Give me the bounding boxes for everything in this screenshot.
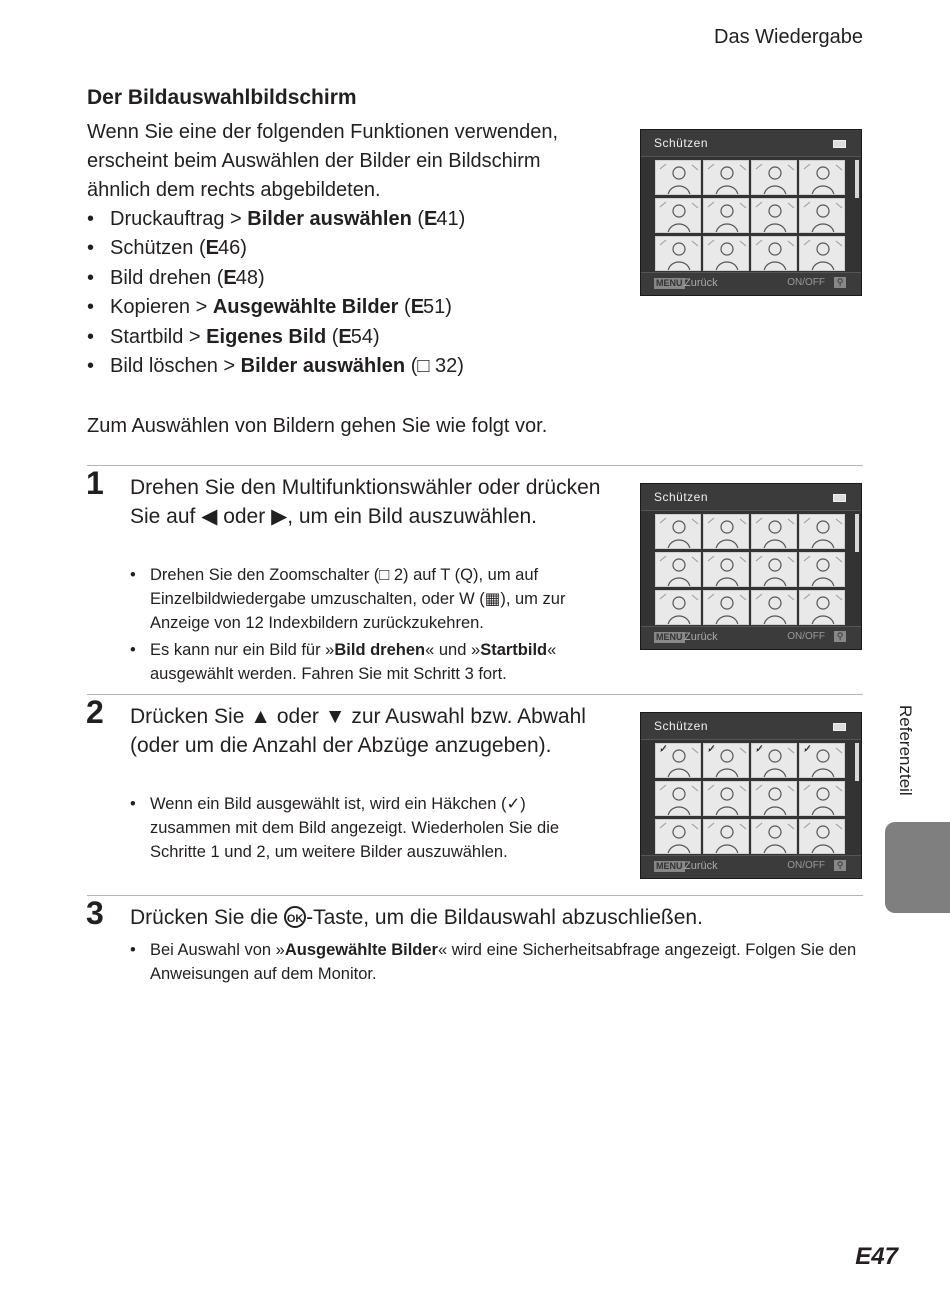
function-list (87, 205, 627, 381)
step-heading: Drehen Sie den Multifunktionswähler oder drücken Sie auf ◀ oder ▶, um ein Bild auszuwählen. (130, 476, 601, 528)
reference-icon: E (338, 325, 351, 348)
thumbnail (799, 198, 845, 233)
thumbnail (703, 781, 749, 816)
ok-button-icon: OK (284, 906, 306, 928)
thumbnail (799, 514, 845, 549)
camera-screen-2 (640, 483, 862, 650)
thumbnail (655, 198, 701, 233)
thumbnail (751, 819, 797, 854)
list-item: • Wenn ein Bild ausgewählt ist, wird ein Häkchen (✓) zusammen mit dem Bild angezeigt. Wiederholen Sie die Schritte 1 und 2, um weitere Bilder auszuwählen. (130, 792, 610, 864)
camera-screen-3 (640, 712, 862, 879)
reference-icon: E (205, 237, 218, 260)
reference-icon: E (223, 266, 236, 289)
menu-icon: MENU (656, 861, 683, 871)
step-number: 2 (86, 694, 104, 730)
thumbnail (751, 552, 797, 587)
battery-icon (833, 494, 846, 502)
scrollbar (855, 514, 859, 552)
menu-icon: MENU (656, 632, 683, 642)
thumbnail (751, 743, 797, 778)
camera-title: Schützen (654, 719, 709, 733)
thumbnail (655, 236, 701, 271)
back-label: Zurück (684, 860, 718, 872)
thumbnail-grid (655, 743, 849, 851)
thumbnail (655, 781, 701, 816)
step-number: 3 (86, 895, 104, 931)
side-tab (885, 822, 950, 913)
zoom-icon: ⚲ (834, 631, 846, 642)
divider (87, 465, 863, 466)
thumbnail (703, 743, 749, 778)
thumbnail (799, 743, 845, 778)
thumbnail (655, 590, 701, 625)
menu-icon: MENU (656, 278, 683, 288)
thumbnail (703, 160, 749, 195)
zoom-icon: ⚲ (834, 277, 846, 288)
onoff-label: ON/OFF (787, 631, 825, 642)
list-item: • Kopieren > Ausgewählte Bilder (E51) (87, 293, 627, 322)
reference-icon: E (424, 208, 437, 230)
list-item: • Bei Auswahl von »Ausgewählte Bilder« wird eine Sicherheitsabfrage angezeigt. Folgen Sie den Anweisungen auf dem Monitor. (130, 938, 865, 986)
check-icon: ✓ (707, 743, 717, 755)
camera-title: Schützen (654, 490, 709, 504)
thumbnail (799, 160, 845, 195)
thumbnail (703, 590, 749, 625)
back-label: Zurück (684, 631, 718, 643)
onoff-label: ON/OFF (787, 277, 825, 288)
thumbnail (703, 514, 749, 549)
list-item: • Schützen (E46) (87, 234, 627, 263)
check-icon: ✓ (755, 743, 765, 755)
divider (87, 694, 863, 695)
side-tab-label: Referenzteil (896, 705, 915, 796)
camera-screen-1 (640, 129, 862, 296)
zoom-icon: ⚲ (834, 860, 846, 871)
scrollbar (855, 160, 859, 198)
thumbnail (703, 819, 749, 854)
list-item: • Bild löschen > Bilder auswählen (□ 32) (87, 352, 627, 381)
scrollbar (855, 743, 859, 781)
section-title: Der Bildauswahlbildschirm (87, 86, 357, 109)
thumbnail (655, 552, 701, 587)
header-title: Das Wiedergabe (714, 26, 863, 48)
thumbnail (751, 160, 797, 195)
battery-icon (833, 140, 846, 148)
divider (87, 895, 863, 896)
step-bullets (130, 938, 865, 989)
step-heading: Drücken Sie die OK -Taste, um die Bildauswahl abzuschließen. (130, 906, 703, 929)
step-heading: Drücken Sie ▲ oder ▼ zur Auswahl bzw. Abwahl (oder um die Anzahl der Abzüge anzugeben). (130, 705, 586, 757)
thumbnail (799, 236, 845, 271)
thumbnail (751, 514, 797, 549)
reference-icon: E (855, 1243, 872, 1270)
intro-text: Wenn Sie eine der folgenden Funktionen verwenden, erscheint beim Auswählen der Bilder ein Bildschirm ähnlich dem rechts abgebildeten. (87, 121, 559, 201)
thumbnail (703, 552, 749, 587)
thumbnail (799, 590, 845, 625)
list-item: • Bild drehen (E48) (87, 264, 627, 293)
check-icon: ✓ (659, 743, 669, 755)
onoff-label: ON/OFF (787, 860, 825, 871)
thumbnail-grid (655, 160, 849, 268)
back-label: Zurück (684, 277, 718, 289)
battery-icon (833, 723, 846, 731)
thumbnail (751, 590, 797, 625)
method-text: Zum Auswählen von Bildern gehen Sie wie folgt vor. (87, 415, 548, 437)
step-bullets (130, 563, 610, 689)
thumbnail (655, 160, 701, 195)
thumbnail (655, 743, 701, 778)
thumbnail (751, 781, 797, 816)
page-number: E47 (855, 1243, 898, 1270)
list-item: • Druckauftrag > Bilder auswählen (E41) (87, 205, 627, 234)
list-item: • Es kann nur ein Bild für »Bild drehen« und »Startbild« ausgewählt werden. Fahren Sie mit Schritt 3 fort. (130, 638, 610, 686)
reference-icon: E (410, 296, 424, 319)
thumbnail (751, 236, 797, 271)
thumbnail (799, 781, 845, 816)
thumbnail (751, 198, 797, 233)
thumbnail (799, 819, 845, 854)
book-icon: □ (417, 354, 430, 377)
step-bullets (130, 792, 610, 867)
camera-title: Schützen (654, 136, 709, 150)
list-item: • Startbild > Eigenes Bild (E54) (87, 323, 627, 352)
thumbnail (799, 552, 845, 587)
list-item: • Drehen Sie den Zoomschalter (□ 2) auf T (Q), um auf Einzelbildwiedergabe umzuschalten, oder W (▦), um zur Anzeige von 12 Indexbildern zurückzukehren. (130, 563, 610, 635)
thumbnail (703, 198, 749, 233)
thumbnail-grid (655, 514, 849, 622)
thumbnail (655, 514, 701, 549)
check-icon: ✓ (803, 743, 813, 755)
step-number: 1 (86, 465, 104, 501)
thumbnail (655, 819, 701, 854)
thumbnail (703, 236, 749, 271)
